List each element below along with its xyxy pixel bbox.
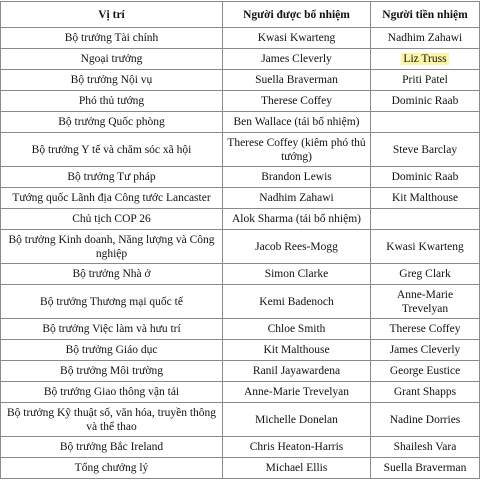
- cell-position: Bộ trưởng Quốc phòng: [1, 112, 223, 133]
- cell-appointee: Kemi Badenoch: [223, 285, 371, 319]
- cell-appointee: Michelle Donelan: [223, 403, 371, 437]
- cell-predecessor: Therese Coffey: [371, 319, 480, 340]
- cell-appointee: Alok Sharma (tái bổ nhiệm): [223, 209, 371, 230]
- cell-predecessor: [371, 112, 480, 133]
- cell-appointee: Chris Heaton-Harris: [223, 437, 371, 458]
- cell-predecessor: Suella Braverman: [371, 458, 480, 479]
- table-row: [1, 167, 480, 188]
- cell-appointee: Kwasi Kwarteng: [223, 28, 371, 49]
- cell-predecessor: [371, 49, 480, 70]
- cell-predecessor: [371, 209, 480, 230]
- table-row: [1, 91, 480, 112]
- cell-position: Bộ trưởng Môi trường: [1, 361, 223, 382]
- cell-position: Chủ tịch COP 26: [1, 209, 223, 230]
- header-row: [1, 2, 480, 28]
- cell-appointee: James Cleverly: [223, 49, 371, 70]
- cell-predecessor: George Eustice: [371, 361, 480, 382]
- cell-position: Bộ trưởng Việc làm và hưu trí: [1, 319, 223, 340]
- cell-position: Phó thủ tướng: [1, 91, 223, 112]
- cell-appointee: Michael Ellis: [223, 458, 371, 479]
- cell-appointee: Chloe Smith: [223, 319, 371, 340]
- cell-appointee: Jacob Rees-Mogg: [223, 230, 371, 264]
- cell-position: Ngoại trưởng: [1, 49, 223, 70]
- table-row: [1, 319, 480, 340]
- cell-position: Bộ trưởng Giao thông vận tải: [1, 382, 223, 403]
- cell-predecessor: Anne-Marie Trevelyan: [371, 285, 480, 319]
- header-position: Vị trí: [1, 2, 223, 28]
- table-row: [1, 133, 480, 167]
- cell-appointee: Ranil Jayawardena: [223, 361, 371, 382]
- cell-predecessor: Steve Barclay: [371, 133, 480, 167]
- table-row: [1, 403, 480, 437]
- cell-position: Bộ trưởng Kỹ thuật số, văn hóa, truyền thông và thể thao: [1, 403, 223, 437]
- cell-predecessor: Nadhim Zahawi: [371, 28, 480, 49]
- table-row: [1, 340, 480, 361]
- table-row: [1, 112, 480, 133]
- cell-appointee: Brandon Lewis: [223, 167, 371, 188]
- cell-predecessor: Dominic Raab: [371, 167, 480, 188]
- table-row: [1, 230, 480, 264]
- cell-position: Bộ trưởng Giáo dục: [1, 340, 223, 361]
- table-row: [1, 361, 480, 382]
- cell-position: Bộ trưởng Kinh doanh, Năng lượng và Công nghiệp: [1, 230, 223, 264]
- cell-predecessor: James Cleverly: [371, 340, 480, 361]
- cell-appointee: Therese Coffey (kiêm phó thủ tướng): [223, 133, 371, 167]
- table-row: [1, 209, 480, 230]
- cell-position: Bộ trưởng Tài chính: [1, 28, 223, 49]
- cell-predecessor: Shailesh Vara: [371, 437, 480, 458]
- cell-position: Bộ trưởng Bắc Ireland: [1, 437, 223, 458]
- table-row: [1, 188, 480, 209]
- cell-appointee: Ben Wallace (tái bổ nhiệm): [223, 112, 371, 133]
- table-row: [1, 264, 480, 285]
- cell-position: Bộ trưởng Nội vụ: [1, 70, 223, 91]
- cell-predecessor: Kit Malthouse: [371, 188, 480, 209]
- cell-appointee: Kit Malthouse: [223, 340, 371, 361]
- cell-appointee: Suella Braverman: [223, 70, 371, 91]
- cell-position: Bộ trưởng Tư pháp: [1, 167, 223, 188]
- cabinet-appointments-table: [0, 1, 480, 479]
- cell-appointee: Therese Coffey: [223, 91, 371, 112]
- cell-position: Bộ trưởng Nhà ở: [1, 264, 223, 285]
- cell-predecessor: Grant Shapps: [371, 382, 480, 403]
- table-row: [1, 285, 480, 319]
- table-row: [1, 437, 480, 458]
- cell-position: Tổng chưởng lý: [1, 458, 223, 479]
- table-row: [1, 382, 480, 403]
- cell-position: Bộ trưởng Y tế và chăm sóc xã hội: [1, 133, 223, 167]
- cell-predecessor: Nadine Dorries: [371, 403, 480, 437]
- table-body: [1, 28, 480, 479]
- table-header: [1, 2, 480, 28]
- header-predecessor: Người tiền nhiệm: [371, 2, 480, 28]
- header-appointee: Người được bổ nhiệm: [223, 2, 371, 28]
- cell-predecessor: Priti Patel: [371, 70, 480, 91]
- table-row: [1, 70, 480, 91]
- cell-position: Bộ trưởng Thương mại quốc tế: [1, 285, 223, 319]
- table-row: [1, 28, 480, 49]
- table-row: [1, 458, 480, 479]
- cell-position: Tướng quốc Lãnh địa Công tước Lancaster: [1, 188, 223, 209]
- cell-appointee: Anne-Marie Trevelyan: [223, 382, 371, 403]
- cell-predecessor: Greg Clark: [371, 264, 480, 285]
- table-row: [1, 49, 480, 70]
- cell-predecessor: Dominic Raab: [371, 91, 480, 112]
- cell-appointee: Simon Clarke: [223, 264, 371, 285]
- cell-predecessor: Kwasi Kwarteng: [371, 230, 480, 264]
- highlighted-predecessor: Liz Truss: [403, 53, 447, 65]
- cell-appointee: Nadhim Zahawi: [223, 188, 371, 209]
